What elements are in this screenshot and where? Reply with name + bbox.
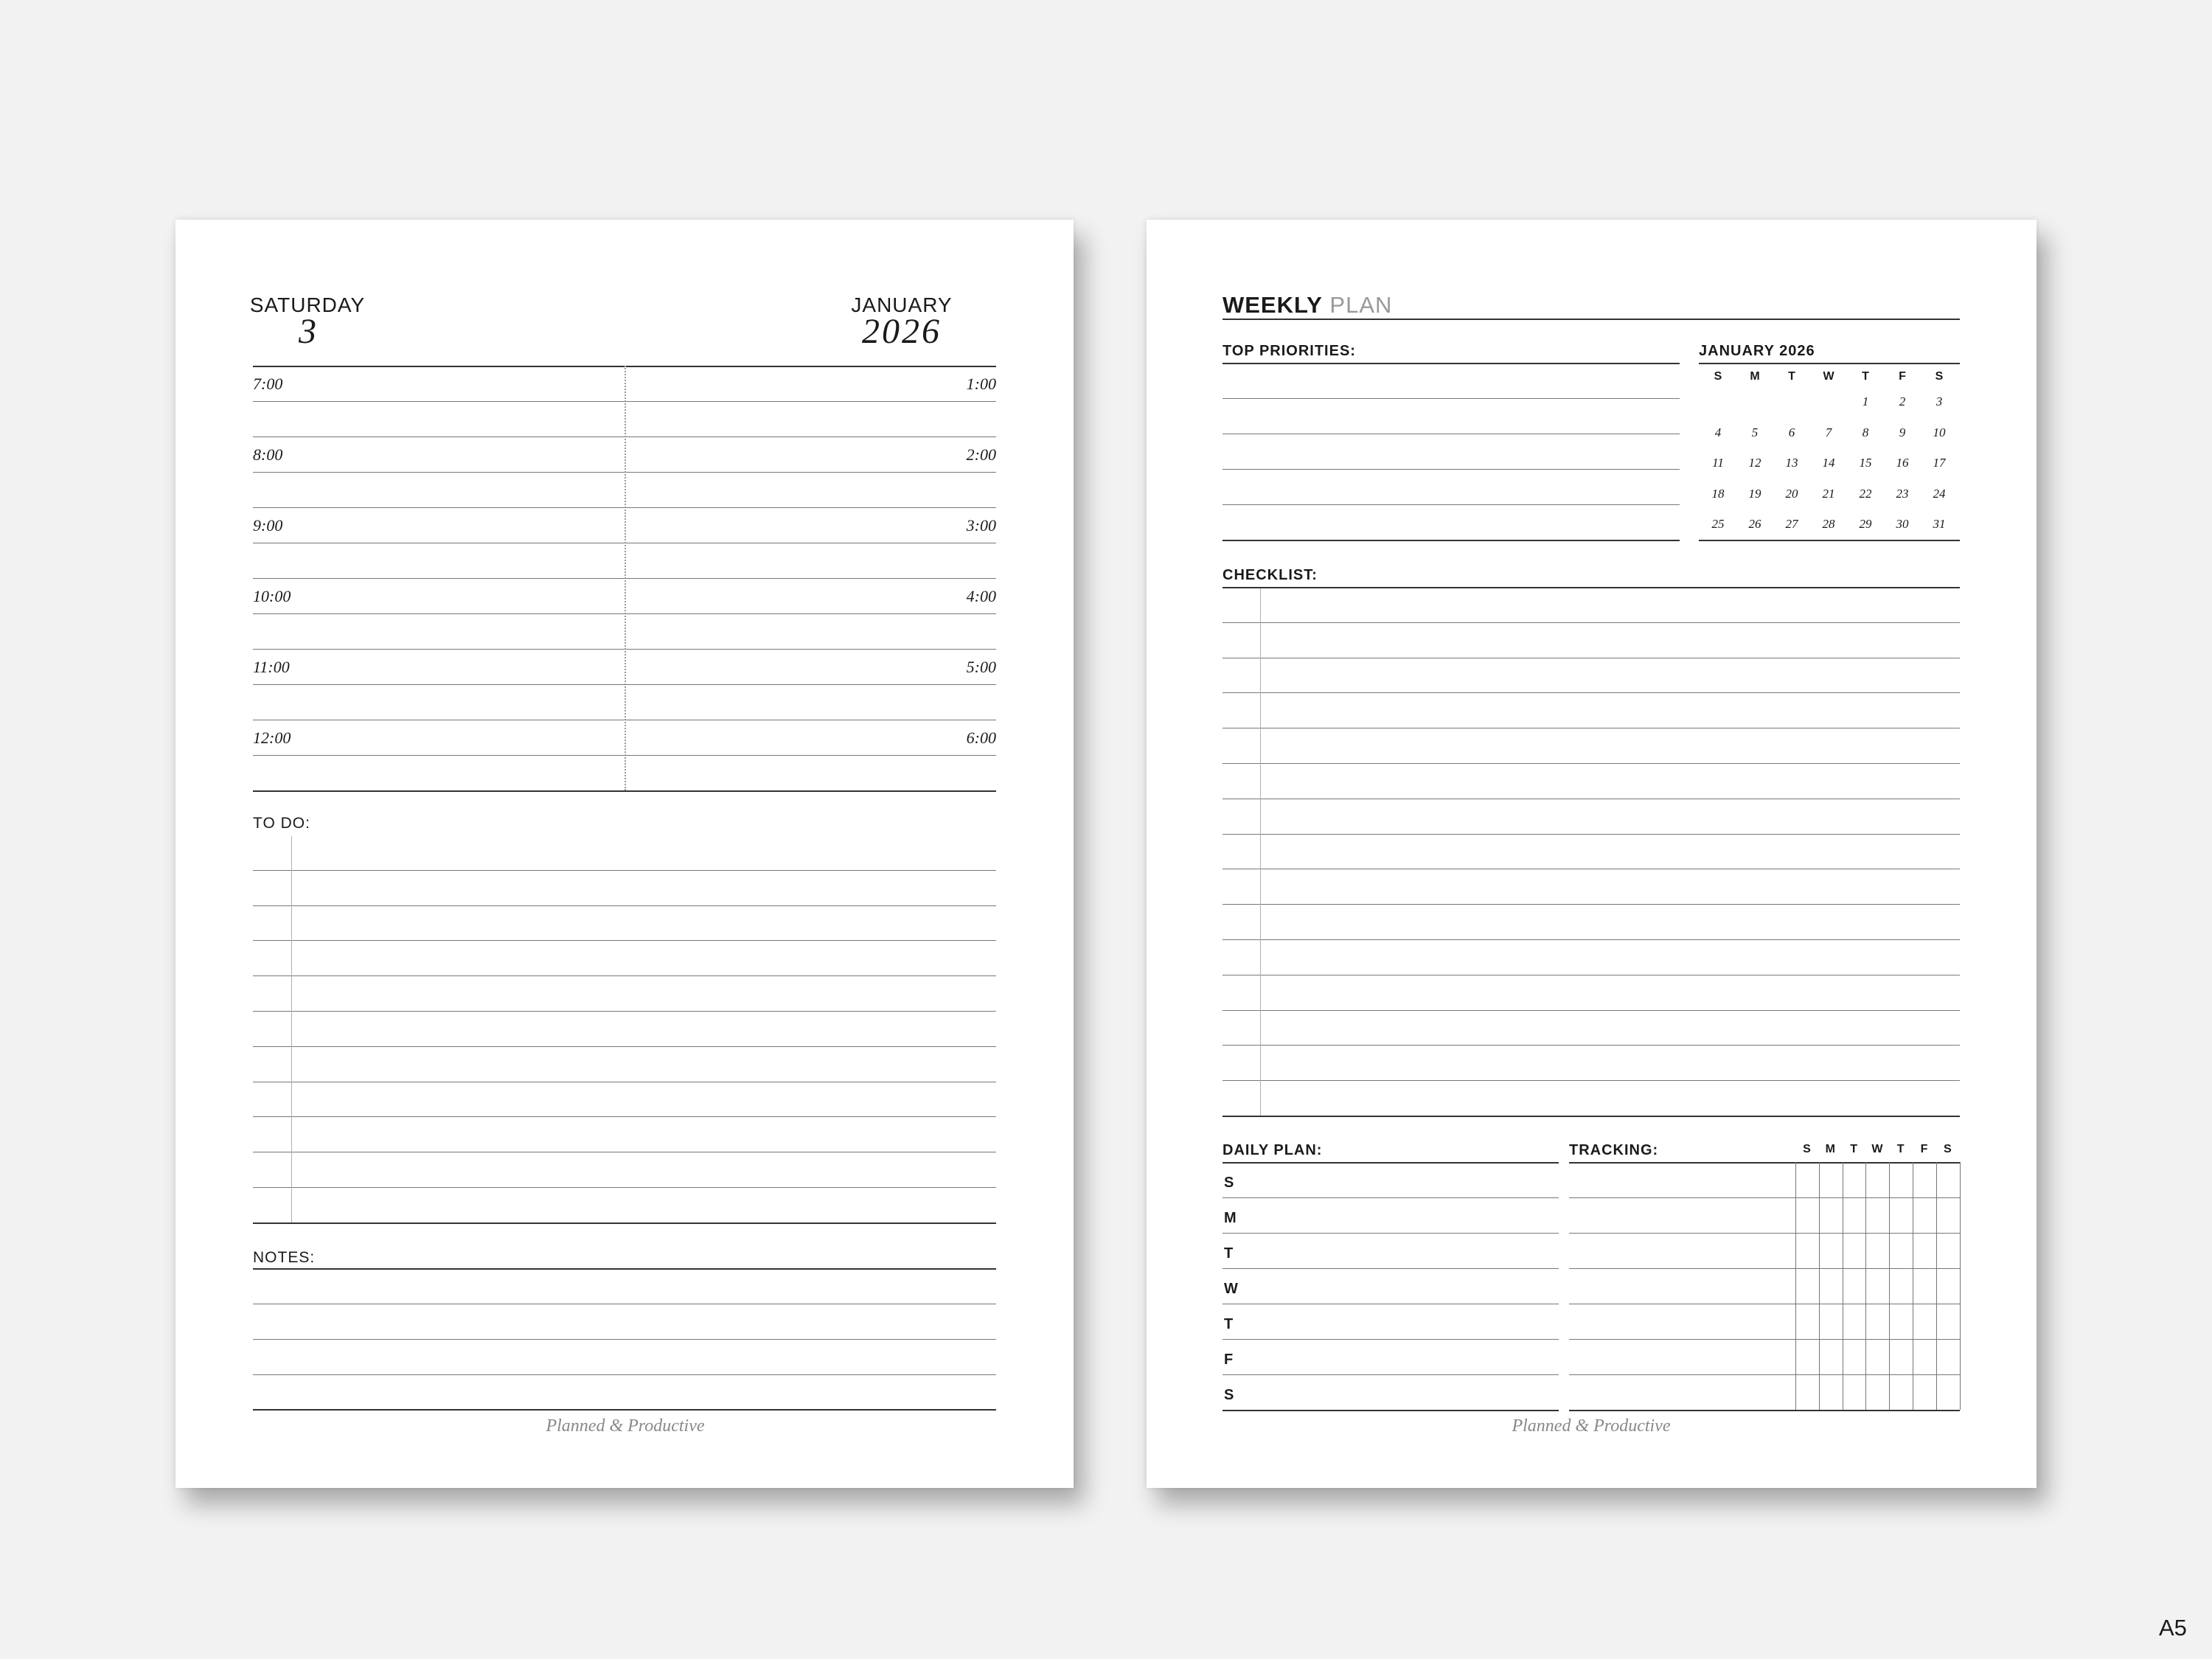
calendar-day: 17	[1933, 456, 1946, 470]
calendar-title: JANUARY 2026	[1699, 343, 1815, 359]
notes-line	[253, 1339, 996, 1340]
todo-line	[253, 905, 996, 906]
daily-plan-day: T	[1224, 1316, 1234, 1332]
time-slot-left: 9:00	[253, 516, 283, 535]
priority-line	[1222, 398, 1680, 399]
calendar-day: 4	[1714, 425, 1722, 439]
checklist-line	[1222, 834, 1960, 835]
todo-line	[253, 870, 996, 871]
checklist-line	[1222, 1080, 1960, 1081]
calendar-day: 11	[1712, 456, 1724, 470]
tracking-day-head: W	[1871, 1143, 1883, 1155]
daily-page	[175, 220, 1074, 1488]
daily-plan-line	[1222, 1374, 1559, 1375]
time-slot-left: 7:00	[253, 375, 283, 393]
tracking-grid-column	[1819, 1162, 1820, 1410]
calendar-day: 15	[1859, 456, 1872, 470]
checklist-line	[1222, 1045, 1960, 1046]
todo-line	[253, 1011, 996, 1012]
time-slot-right: 3:00	[966, 516, 996, 535]
calendar-weekday: S	[1935, 370, 1944, 383]
checklist-line	[1222, 939, 1960, 940]
time-slot-left: 11:00	[253, 658, 290, 676]
tracking-line	[1569, 1339, 1960, 1340]
todo-label: TO DO:	[253, 815, 310, 832]
todo-line	[253, 1116, 996, 1117]
brand-logo: Planned & Productive	[546, 1416, 705, 1436]
daily-plan-top-rule	[1222, 1162, 1559, 1164]
daily-plan-line	[1222, 1268, 1559, 1269]
time-slot-right: 1:00	[966, 375, 996, 393]
time-slot-right: 5:00	[966, 658, 996, 676]
calendar-day: 23	[1896, 486, 1909, 501]
tracking-line	[1569, 1268, 1960, 1269]
time-slot-left: 12:00	[253, 728, 291, 747]
todo-bottom-rule	[253, 1222, 996, 1224]
brand-logo: Planned & Productive	[1512, 1416, 1671, 1436]
weekly-title-light: PLAN	[1329, 292, 1393, 318]
tracking-grid-column	[1795, 1162, 1796, 1410]
priority-line	[1222, 504, 1680, 505]
day-number: 3	[299, 312, 316, 351]
calendar-day: 3	[1935, 394, 1943, 408]
calendar-day: 18	[1711, 486, 1725, 501]
size-label: A5	[2159, 1615, 2187, 1641]
daily-plan-day: T	[1224, 1245, 1234, 1262]
month-name: JANUARY	[851, 293, 953, 316]
tracking-day-head: T	[1850, 1143, 1857, 1155]
calendar-day: 16	[1896, 456, 1909, 470]
day-name: SATURDAY	[249, 293, 366, 316]
calendar-weekday: T	[1862, 370, 1869, 383]
calendar-day: 20	[1785, 486, 1798, 501]
calendar-day: 6	[1788, 425, 1795, 439]
calendar-day: 9	[1899, 425, 1906, 439]
todo-line	[253, 1046, 996, 1047]
calendar-day: 10	[1933, 425, 1946, 439]
daily-plan-day: S	[1224, 1175, 1234, 1191]
tracking-top-rule	[1569, 1162, 1960, 1164]
calendar-weekday: T	[1788, 370, 1795, 383]
calendar-day: 21	[1822, 486, 1835, 501]
time-slot-left: 10:00	[253, 587, 291, 605]
calendar-weekday: M	[1750, 370, 1760, 383]
tracking-day-head: S	[1943, 1143, 1952, 1155]
daily-plan-day: W	[1224, 1281, 1238, 1297]
priorities-label: TOP PRIORITIES:	[1222, 343, 1356, 359]
calendar-day: 24	[1933, 486, 1946, 501]
todo-check-column	[291, 836, 292, 1222]
calendar-bottom-rule	[1699, 540, 1960, 541]
tracking-grid-column	[1936, 1162, 1937, 1410]
daily-plan-line	[1222, 1410, 1559, 1411]
weekly-title	[1222, 293, 1392, 316]
weekly-page	[1147, 220, 2037, 1488]
time-slot-right: 2:00	[966, 445, 996, 464]
tracking-line	[1569, 1374, 1960, 1375]
daily-plan-line	[1222, 1197, 1559, 1198]
priorities-top-rule	[1222, 363, 1680, 364]
calendar-day: 30	[1896, 517, 1909, 531]
year: 2026	[862, 312, 942, 351]
notes-line	[253, 1374, 996, 1375]
checklist-line	[1222, 763, 1960, 764]
checklist-box-column	[1260, 588, 1261, 1116]
daily-plan-day: S	[1224, 1387, 1234, 1403]
daily-plan-day: M	[1224, 1210, 1237, 1226]
tracking-line	[1569, 1410, 1960, 1411]
checklist-line	[1222, 622, 1960, 623]
calendar-weekday: F	[1899, 370, 1906, 383]
daily-plan-line	[1222, 1233, 1559, 1234]
checklist-line	[1222, 1010, 1960, 1011]
tracking-day-head: S	[1803, 1143, 1811, 1155]
tracking-label: TRACKING:	[1569, 1142, 1659, 1158]
calendar-day: 26	[1748, 517, 1761, 531]
notes-label: NOTES:	[253, 1249, 316, 1266]
calendar-day: 31	[1933, 517, 1946, 531]
schedule-rule	[253, 790, 996, 792]
tracking-grid-column	[1889, 1162, 1890, 1410]
tracking-grid-column	[1960, 1162, 1961, 1410]
notes-top-rule	[253, 1268, 996, 1270]
calendar-day: 28	[1822, 517, 1835, 531]
checklist-label: CHECKLIST:	[1222, 567, 1318, 583]
calendar-day: 13	[1785, 456, 1798, 470]
calendar-day: 5	[1751, 425, 1759, 439]
calendar-day: 29	[1859, 517, 1872, 531]
tracking-day-head: M	[1825, 1143, 1835, 1155]
calendar-day: 8	[1862, 425, 1869, 439]
calendar-day: 12	[1748, 456, 1761, 470]
checklist-line	[1222, 692, 1960, 693]
calendar-day: 14	[1822, 456, 1835, 470]
calendar-day: 2	[1899, 394, 1906, 408]
notes-bottom-rule	[253, 1409, 996, 1411]
tracking-grid-column	[1865, 1162, 1866, 1410]
checklist-top-rule	[1222, 587, 1960, 588]
daily-plan-line	[1222, 1339, 1559, 1340]
time-slot-left: 8:00	[253, 445, 283, 464]
tracking-day-head: F	[1920, 1143, 1928, 1155]
checklist-bottom-rule	[1222, 1116, 1960, 1117]
todo-line	[253, 940, 996, 941]
time-slot-right: 4:00	[966, 587, 996, 605]
todo-line	[253, 975, 996, 976]
tracking-line	[1569, 1197, 1960, 1198]
calendar-day: 25	[1711, 517, 1725, 531]
daily-plan-label: DAILY PLAN:	[1222, 1142, 1323, 1158]
calendar-day: 19	[1748, 486, 1761, 501]
calendar-day: 1	[1862, 394, 1869, 408]
checklist-line	[1222, 904, 1960, 905]
daily-plan-day: F	[1224, 1352, 1234, 1368]
calendar-weekday: W	[1823, 370, 1834, 383]
tracking-day-head: T	[1896, 1143, 1905, 1155]
calendar-day: 27	[1785, 517, 1798, 531]
weekly-title-bold: WEEKLY	[1222, 292, 1323, 318]
calendar-day: 7	[1825, 425, 1832, 439]
calendar-day: 22	[1859, 486, 1872, 501]
schedule-divider	[625, 366, 626, 790]
todo-line	[253, 1187, 996, 1188]
title-rule	[1222, 319, 1960, 320]
tracking-line	[1569, 1233, 1960, 1234]
calendar-weekday: S	[1714, 370, 1722, 383]
time-slot-right: 6:00	[966, 728, 996, 747]
calendar-top-rule	[1699, 363, 1960, 364]
priorities-bottom-rule	[1222, 540, 1680, 541]
priority-line	[1222, 469, 1680, 470]
